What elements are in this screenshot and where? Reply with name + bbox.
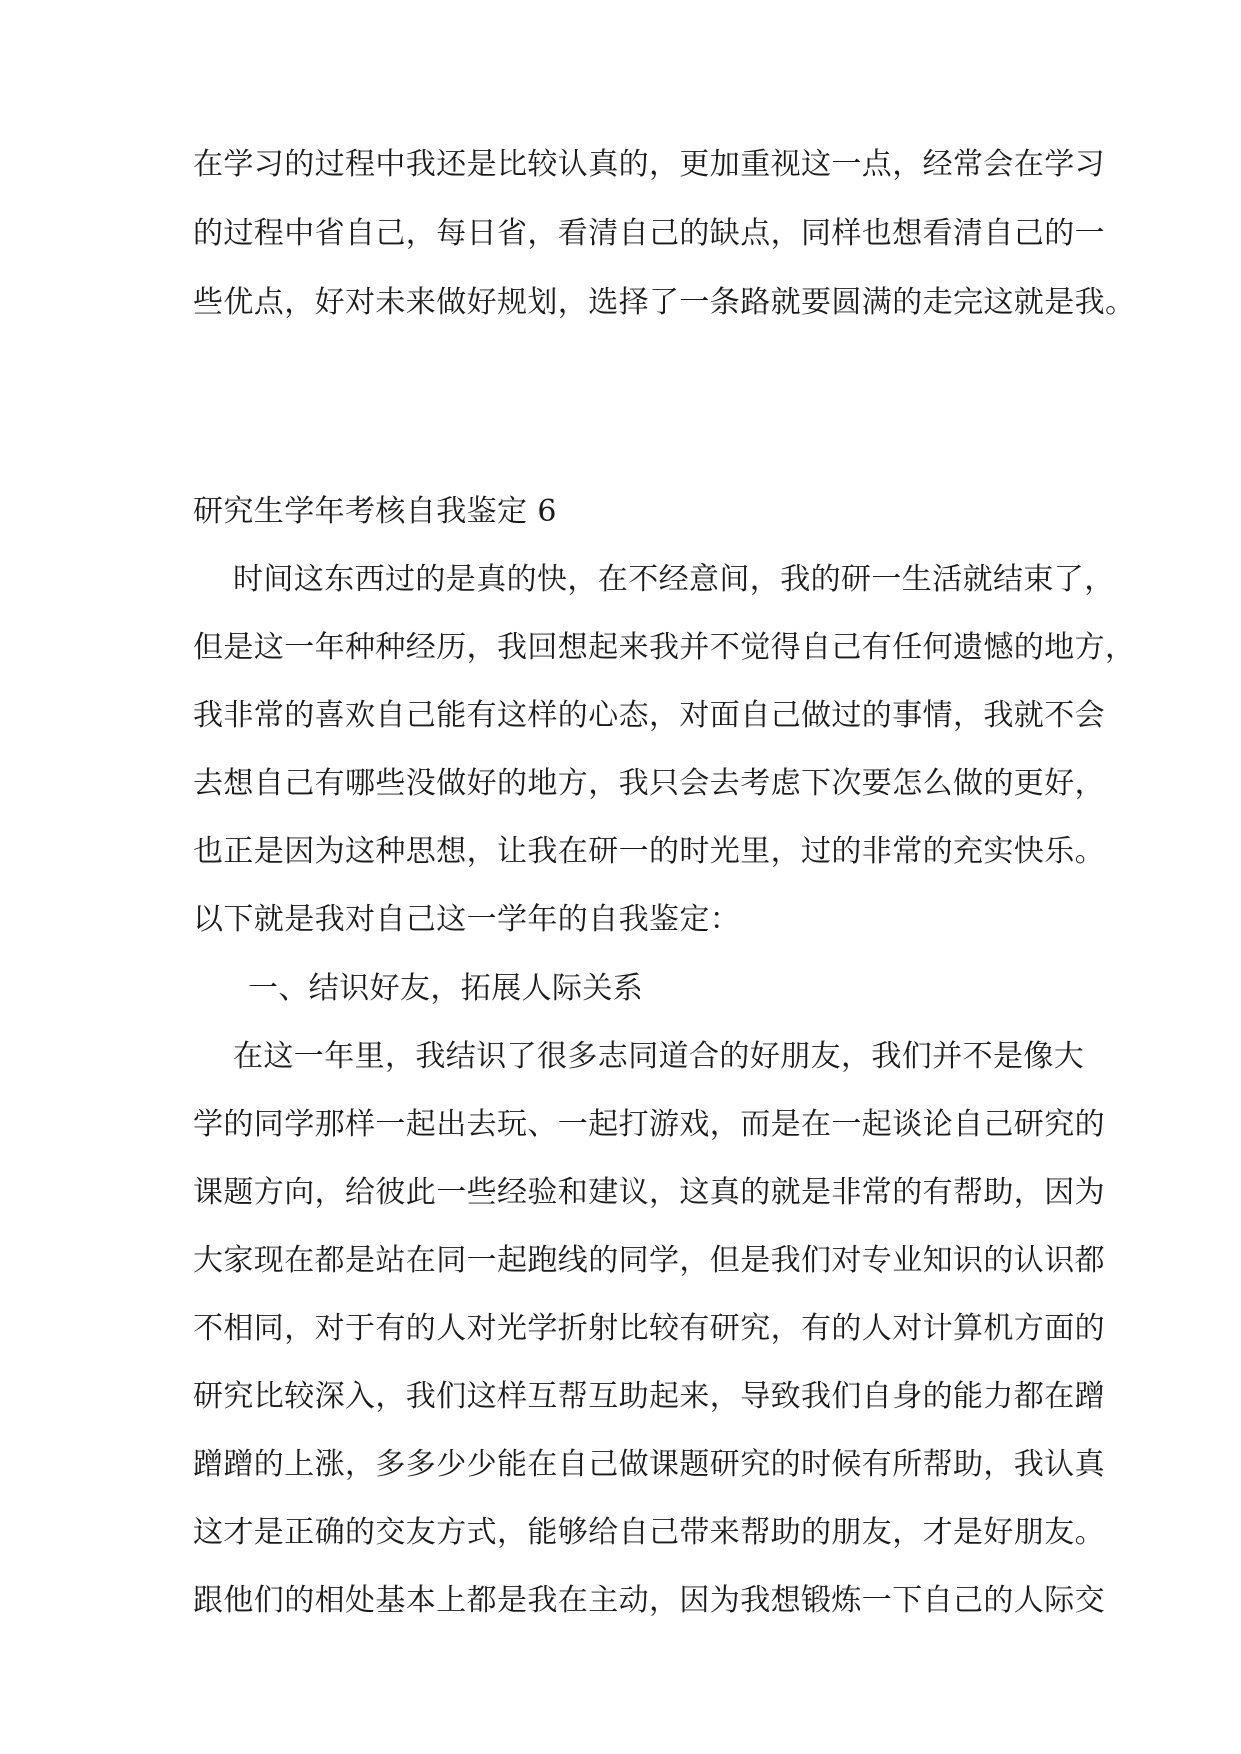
paragraph-line: 也正是因为这种思想，让我在研一的时光里，过的非常的充实快乐。 [193, 834, 1105, 869]
paragraph-line: 课题方向，给彼此一些经验和建议，这真的就是非常的有帮助，因为 [193, 1175, 1105, 1210]
subsection-heading: 一、结识好友，拓展人际关系 [248, 971, 644, 1006]
paragraph-line: 我非常的喜欢自己能有这样的心态，对面自己做过的事情，我就不会 [193, 698, 1105, 733]
paragraph-line: 在学习的过程中我还是比较认真的，更加重视这一点，经常会在学习 [193, 147, 1105, 182]
paragraph-line: 这才是正确的交友方式，能够给自己带来帮助的朋友，才是好朋友。 [193, 1515, 1105, 1550]
section-title: 研究生学年考核自我鉴定 6 [193, 494, 557, 529]
paragraph-line: 些优点，好对未来做好规划，选择了一条路就要圆满的走完这就是我。 [193, 285, 1136, 320]
paragraph-line: 大家现在都是站在同一起跑线的同学，但是我们对专业知识的认识都 [193, 1243, 1105, 1278]
paragraph-line: 不相同，对于有的人对光学折射比较有研究，有的人对计算机方面的 [193, 1311, 1105, 1346]
paragraph-line: 以下就是我对自己这一学年的自我鉴定： [193, 902, 741, 937]
paragraph-line: 时间这东西过的是真的快，在不经意间，我的研一生活就结束了， [233, 562, 1115, 597]
paragraph-line: 蹭蹭的上涨，多多少少能在自己做课题研究的时候有所帮助，我认真 [193, 1447, 1105, 1482]
paragraph-line: 在这一年里，我结识了很多志同道合的好朋友，我们并不是像大 [233, 1039, 1085, 1074]
paragraph-line: 研究比较深入，我们这样互帮互助起来，导致我们自身的能力都在蹭 [193, 1379, 1105, 1414]
paragraph-line: 跟他们的相处基本上都是我在主动，因为我想锻炼一下自己的人际交 [193, 1583, 1105, 1618]
paragraph-line: 去想自己有哪些没做好的地方，我只会去考虑下次要怎么做的更好， [193, 766, 1105, 801]
paragraph-line: 学的同学那样一起出去玩、一起打游戏，而是在一起谈论自己研究的 [193, 1107, 1105, 1142]
paragraph-line: 的过程中省自己，每日省，看清自己的缺点，同样也想看清自己的一 [193, 216, 1105, 251]
paragraph-line: 但是这一年种种经历，我回想起来我并不觉得自己有任何遗憾的地方， [193, 630, 1136, 665]
